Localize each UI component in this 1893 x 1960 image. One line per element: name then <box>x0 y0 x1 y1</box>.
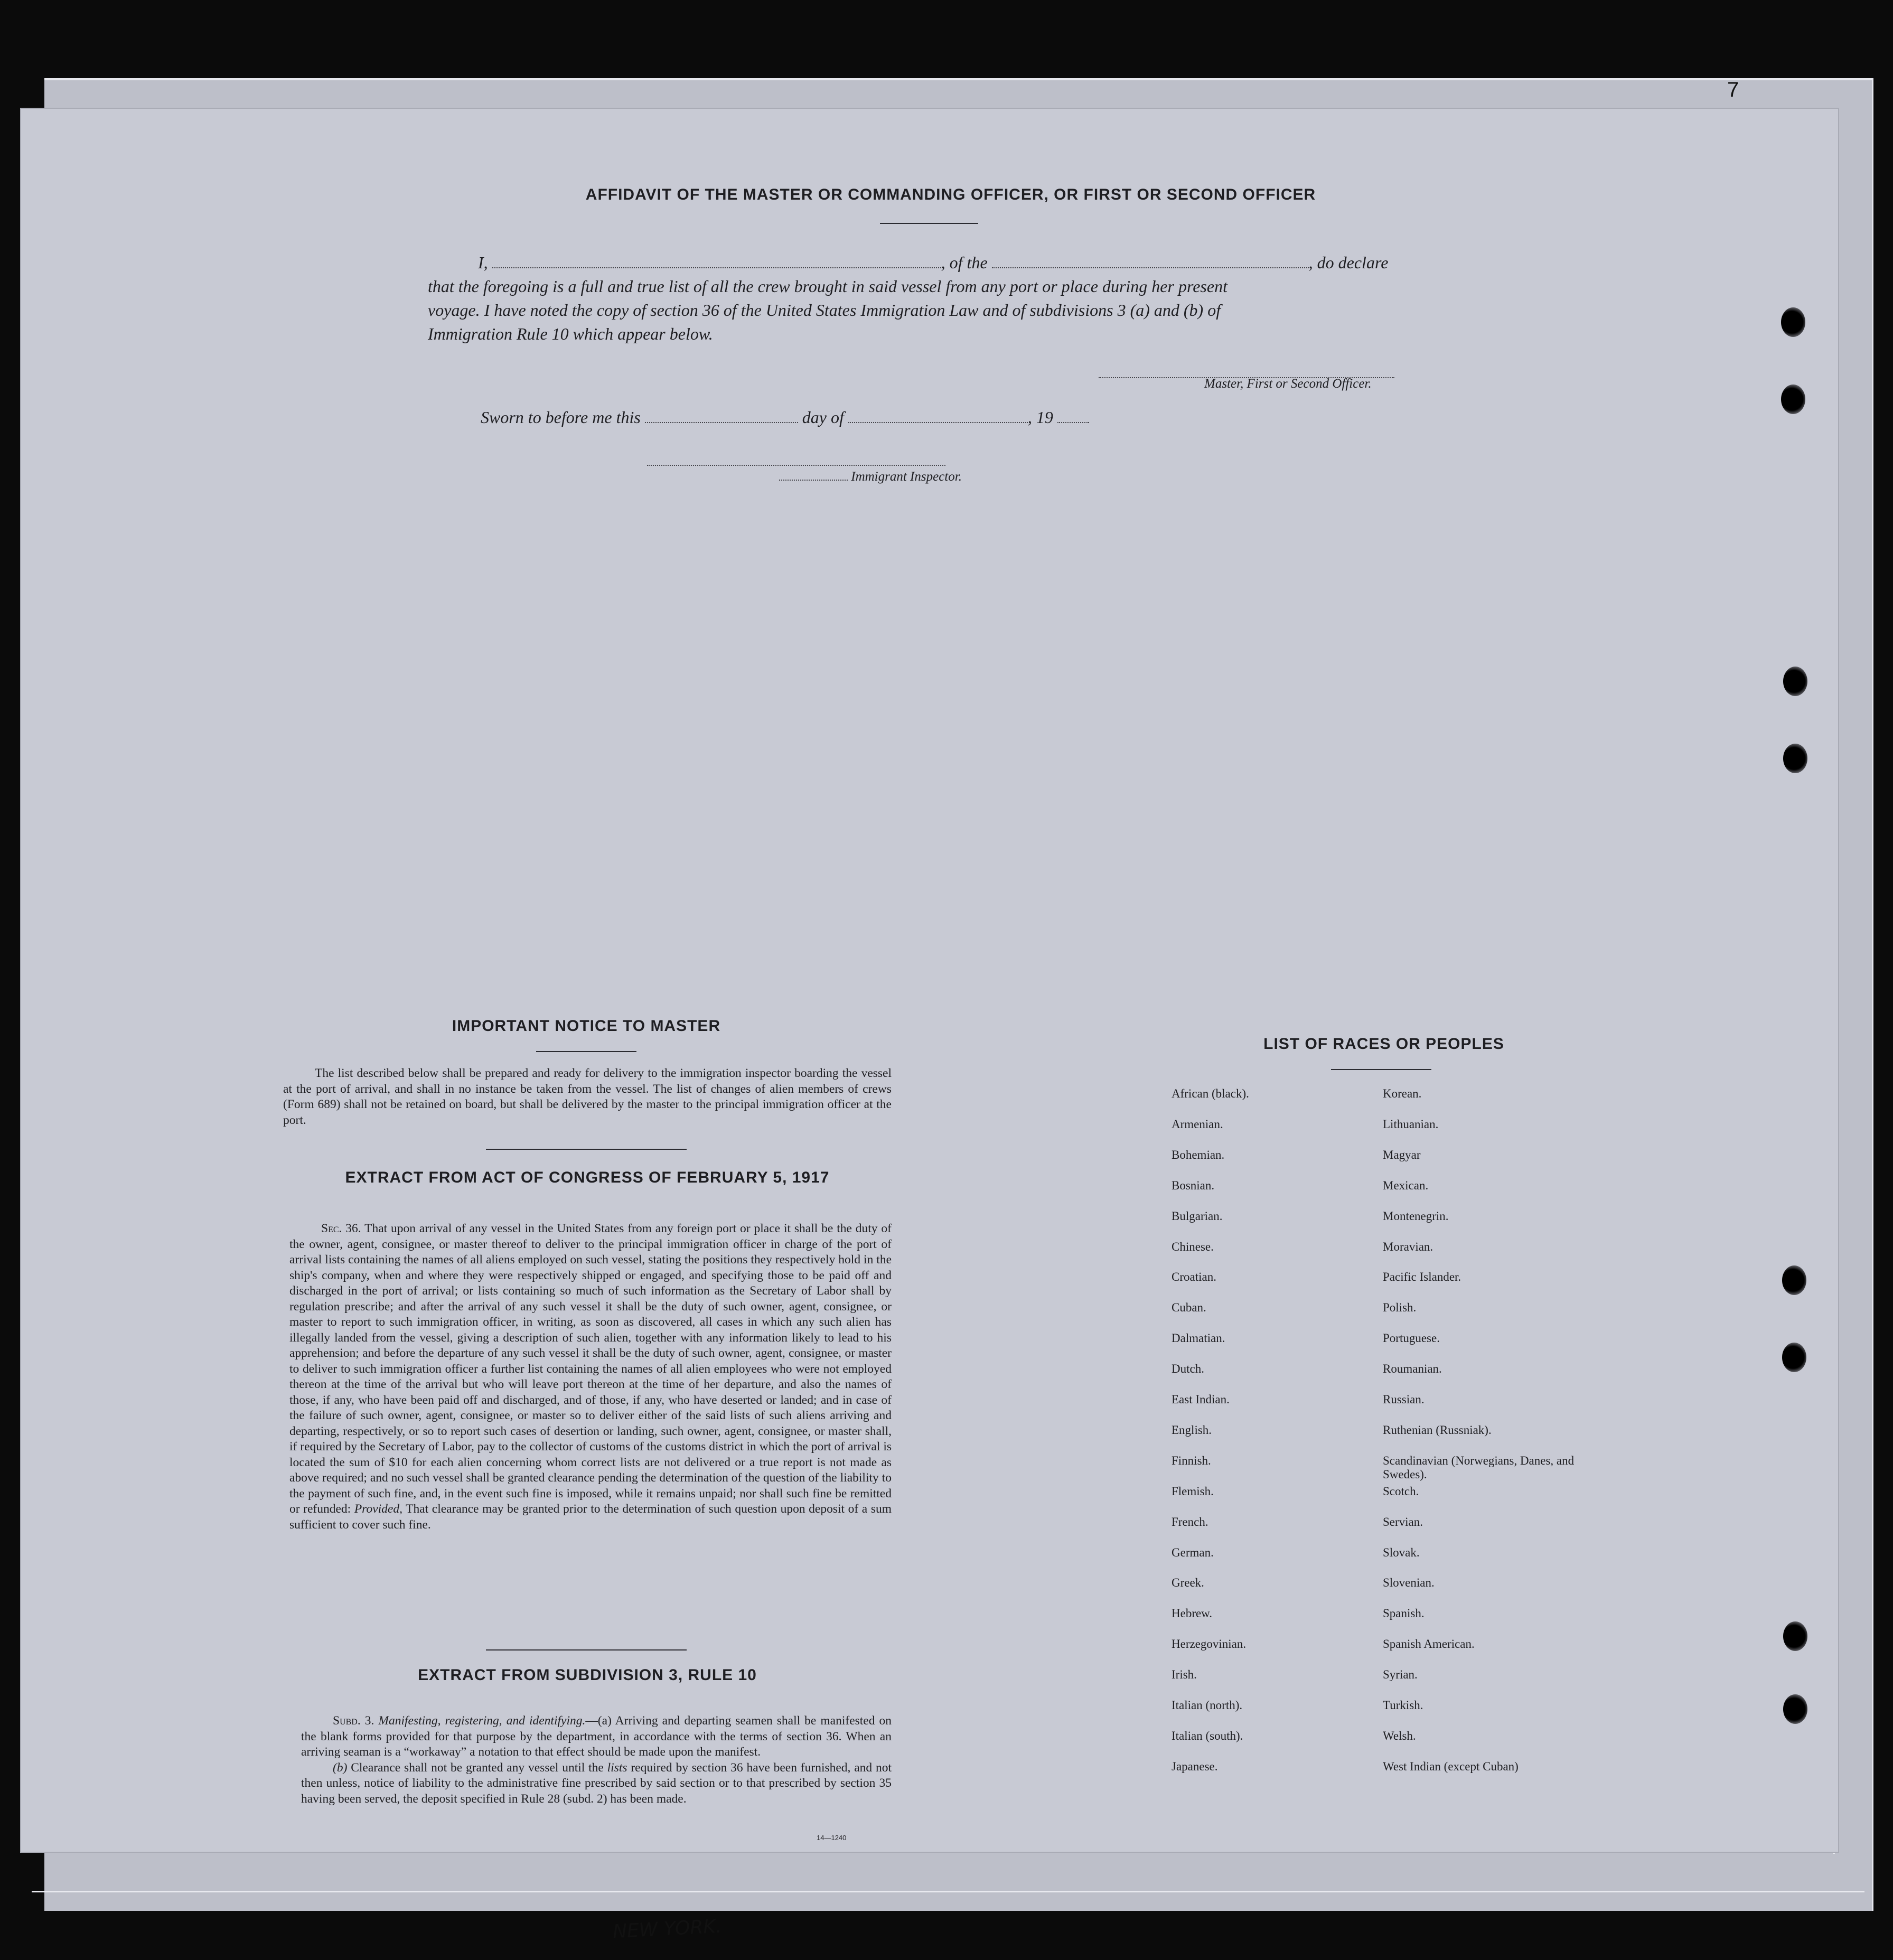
race-item: French. <box>1172 1515 1208 1528</box>
affidavit-declare-label: , do declare <box>1308 253 1389 272</box>
sworn-day-field[interactable] <box>645 415 798 423</box>
race-item: Lithuanian. <box>1383 1118 1439 1131</box>
rule-subd-title: Manifesting, registering, and identifying. <box>378 1714 586 1728</box>
corner-mark: 7 <box>1727 78 1739 101</box>
race-item: Finnish. <box>1172 1454 1211 1467</box>
rule-b-label: (b) <box>333 1760 348 1775</box>
race-item: German. <box>1172 1546 1214 1559</box>
act-provided-text: That clearance may be granted prior to the determination of such question upon deposit of a sum sufficient to cover such fine. <box>289 1502 892 1532</box>
rule-subd-label: Subd. 3. <box>333 1714 374 1728</box>
binder-hole <box>1783 1694 1807 1724</box>
race-item: West Indian (except Cuban) <box>1383 1760 1519 1773</box>
race-item: Bohemian. <box>1172 1148 1225 1161</box>
binder-hole <box>1782 1343 1806 1372</box>
binder-hole <box>1783 1621 1807 1651</box>
rule-b-text-1: Clearance shall not be granted any vessel until the <box>351 1760 604 1775</box>
race-item: English. <box>1172 1423 1212 1437</box>
act-body: That upon arrival of any vessel in the United States from any foreign port or place it shall be the duty of the owner, agent, consignee, or master thereof to deliver to the principal immigration officer in charge of the port of arrival lists containing the names of all aliens employed on such vessel, stating the positions they respectively hold in the ship's company, when and where they were respectively shipped or engaged, and specifying those to be paid off and discharged in the port of arrival; or lists containing so much of such information as the Secretary of Labor shall by regulation prescribe; and after the arrival of any such vessel it shall be the duty of such owner, agent, consignee, or master to report to such immigration officer, in writing, as soon as discovered, all cases in which any such alien has illegally landed from the vessel, giving a description of such alien, together with any information likely to lead to his apprehension; and before the departure of any such vessel it shall be the duty of such owner, agent, consignee, or master to deliver to such immigration officer a further list containing the names of all alien employees who were not employed thereon at the time of the arrival but who will leave port thereon at the time of her departure, and also the names of those, if any, who have been paid off and discharged, and of those, if any, who have deserted or landed; and in case of the failure of such owner, agent, consignee, or master so to deliver either of the said lists of such aliens arriving and departing, respectively, or so to report such cases of desertion or landing, such owner, agent, consignee, or master shall, if required by the Secretary of Labor, pay to the collector of customs of the customs district in which the port of arrival is located the sum of $10 for each alien concerning whom correct lists are not delivered or a true report is not made as above required; and no such vessel shall be granted clearance pending the determination of the question of the liability to the payment of such fine, and, in the event such fine is imposed, while it remains unpaid; nor shall such fine be remitted or refunded: <box>289 1222 892 1516</box>
rule-a-text: —(a) Arriving and departing seamen shall be manifested on the blank forms provided for that purpose by the department, in accordance with the terms of section 36. When an arriving seaman is a “workaway” a notation to that effect should be made upon the manifest. <box>301 1714 892 1759</box>
race-item: Slovak. <box>1383 1546 1420 1559</box>
act-provided-label: Provided, <box>354 1502 402 1516</box>
affidavit-title: AFFIDAVIT OF THE MASTER OR COMMANDING OFFICER, OR FIRST OR SECOND OFFICER <box>585 186 1316 203</box>
race-item: Italian (south). <box>1172 1729 1243 1742</box>
sworn-prefix: Sworn to before me this <box>481 408 641 427</box>
act-title: EXTRACT FROM ACT OF CONGRESS OF FEBRUARY 5, 1917 <box>345 1169 830 1186</box>
race-item: Herzegovinian. <box>1172 1637 1247 1650</box>
race-item: African (black). <box>1172 1087 1249 1100</box>
act-rule <box>486 1649 687 1650</box>
race-item: Cuban. <box>1172 1301 1206 1314</box>
rule-text <box>301 1713 892 1807</box>
officer-name-field[interactable] <box>492 260 941 268</box>
sworn-year-field[interactable] <box>1057 415 1089 423</box>
inspector-line <box>779 469 962 485</box>
race-item: Hebrew. <box>1172 1607 1213 1620</box>
binder-hole <box>1783 667 1807 696</box>
sworn-year-label: , 19 <box>1027 408 1053 427</box>
race-item: East Indian. <box>1172 1393 1230 1406</box>
race-item: Spanish. <box>1383 1607 1425 1620</box>
race-item: Dalmatian. <box>1172 1331 1225 1345</box>
notice-rule <box>486 1149 687 1150</box>
race-item: Welsh. <box>1383 1729 1416 1742</box>
inspector-signature-field[interactable] <box>647 457 945 466</box>
affidavit-i-label: I, <box>478 253 488 272</box>
race-item: Pacific Islander. <box>1383 1270 1461 1283</box>
notice-text <box>283 1066 892 1128</box>
affidavit-of-label: , of the <box>941 253 988 272</box>
race-item: Turkish. <box>1383 1699 1423 1712</box>
race-item: Slovenian. <box>1383 1576 1435 1589</box>
sheet-edge-bottom <box>32 1891 1864 1892</box>
sworn-day-label: day of <box>802 408 844 427</box>
race-item: Mexican. <box>1383 1179 1429 1192</box>
master-signature-label: Master, First or Second Officer. <box>1204 377 1372 391</box>
rule-b-text-2: required by section 36 have been furnished, and not then unless, notice of liability to the administrative fine prescribed by said section or to that prescribed by section 35 having been served, the deposit specified in Rule 28 (subd. 2) has been made. <box>301 1760 892 1806</box>
inspector-label: Immigrant Inspector. <box>851 470 962 484</box>
title-rule <box>880 223 978 224</box>
sworn-month-field[interactable] <box>848 415 1028 423</box>
binder-hole <box>1783 744 1807 773</box>
handwritten-port: NEW YORK. <box>612 1915 723 1943</box>
notice-paragraph: The list described below shall be prepared and ready for delivery to the immigration inspector boarding the vessel at the port of arrival, and shall in no instance be taken from the vessel. The list of changes of alien members of crews (Form 689) shall not be retained on board, but shall be delivered by the master to the principal immigration officer at the port. <box>283 1066 892 1127</box>
binder-hole <box>1781 385 1805 414</box>
binder-hole <box>1781 307 1805 337</box>
act-section-label: Sec. 36. <box>321 1222 361 1235</box>
rule-title: EXTRACT FROM SUBDIVISION 3, RULE 10 <box>418 1666 757 1684</box>
sheet-edge-top <box>44 78 1872 80</box>
race-item: Syrian. <box>1383 1668 1418 1681</box>
affidavit-line-2: that the foregoing is a full and true list of all the crew brought in said vessel from any port or place during her present <box>428 277 1227 296</box>
race-item: Scandinavian (Norwegians, Danes, and Swedes). <box>1383 1454 1575 1481</box>
race-item: Ruthenian (Russniak). <box>1383 1423 1492 1437</box>
race-item: Russian. <box>1383 1393 1425 1406</box>
race-item: Servian. <box>1383 1515 1423 1528</box>
race-item: Spanish American. <box>1383 1637 1475 1650</box>
inspector-dots <box>779 474 848 481</box>
race-item: Montenegrin. <box>1383 1209 1449 1223</box>
race-item: Japanese. <box>1172 1760 1218 1773</box>
races-title: LIST OF RACES OR PEOPLES <box>1263 1035 1504 1053</box>
binder-hole <box>1782 1265 1806 1295</box>
race-item: Magyar <box>1383 1148 1421 1161</box>
race-item: Portuguese. <box>1383 1331 1440 1345</box>
race-item: Croatian. <box>1172 1270 1216 1283</box>
race-item: Irish. <box>1172 1668 1197 1681</box>
rule-paragraph-b <box>301 1760 892 1807</box>
race-item: Chinese. <box>1172 1240 1214 1253</box>
race-item: Greek. <box>1172 1576 1204 1589</box>
race-item: Scotch. <box>1383 1485 1419 1498</box>
race-item: Roumanian. <box>1383 1362 1442 1375</box>
act-text <box>289 1221 892 1533</box>
notice-title-rule <box>536 1051 636 1052</box>
race-item: Italian (north). <box>1172 1699 1243 1712</box>
print-code: 14—1240 <box>817 1834 847 1842</box>
notice-title: IMPORTANT NOTICE TO MASTER <box>452 1017 721 1035</box>
document-page <box>21 109 1838 1852</box>
race-item: Bulgarian. <box>1172 1209 1223 1223</box>
rule-b-lists: lists <box>607 1760 627 1775</box>
race-item: Flemish. <box>1172 1485 1214 1498</box>
race-item: Moravian. <box>1383 1240 1433 1253</box>
race-item: Armenian. <box>1172 1118 1223 1131</box>
race-item: Korean. <box>1383 1087 1422 1100</box>
race-item: Dutch. <box>1172 1362 1204 1375</box>
vessel-name-field[interactable] <box>992 260 1309 268</box>
race-item: Polish. <box>1383 1301 1417 1314</box>
rule-paragraph-a <box>301 1713 892 1760</box>
races-title-rule <box>1331 1069 1431 1070</box>
race-item: Bosnian. <box>1172 1179 1215 1192</box>
affidavit-line-4: Immigration Rule 10 which appear below. <box>428 324 713 343</box>
act-paragraph <box>289 1221 892 1533</box>
affidavit-line-1 <box>478 251 1439 275</box>
sworn-line <box>481 406 1220 429</box>
affidavit-line-3: voyage. I have noted the copy of section 36 of the United States Immigration Law and of subdivisions 3 (a) and (b) of <box>428 301 1221 320</box>
